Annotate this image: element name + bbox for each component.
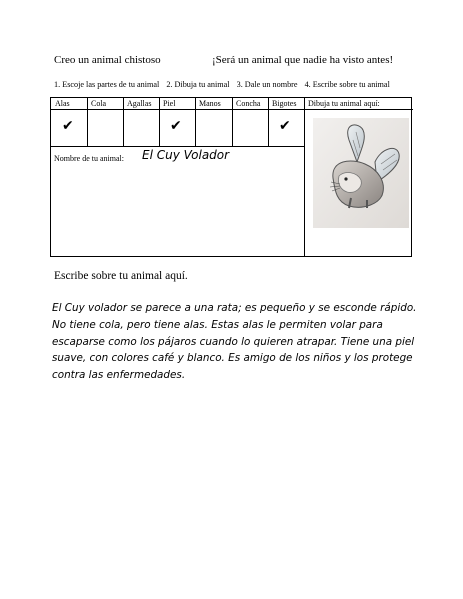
part-label-bigotes: Bigotes bbox=[272, 99, 297, 108]
divider bbox=[87, 98, 88, 146]
face-patch bbox=[338, 173, 361, 193]
part-label-agallas: Agallas bbox=[127, 99, 152, 108]
divider bbox=[51, 109, 413, 110]
step-1: 1. Escoje las partes de tu animal bbox=[54, 80, 160, 89]
story-label: Escribe sobre tu animal aquí. bbox=[54, 270, 188, 282]
divider bbox=[159, 98, 160, 146]
divider bbox=[123, 98, 124, 146]
worksheet-table bbox=[50, 97, 412, 257]
part-label-cola: Cola bbox=[91, 99, 107, 108]
part-label-alas: Alas bbox=[55, 99, 70, 108]
step-4: 4. Escribe sobre tu animal bbox=[304, 80, 390, 89]
divider bbox=[304, 98, 305, 256]
eye bbox=[344, 177, 347, 180]
name-label: Nombre de tu animal: bbox=[54, 154, 124, 163]
divider bbox=[51, 146, 304, 147]
part-label-manos: Manos bbox=[199, 99, 221, 108]
part-label-concha: Concha bbox=[236, 99, 261, 108]
name-field[interactable]: El Cuy Volador bbox=[142, 148, 230, 162]
worksheet-title: Creo un animal chistoso bbox=[54, 54, 161, 66]
divider bbox=[268, 98, 269, 146]
checkbox-bigotes[interactable]: ✔ bbox=[279, 118, 291, 134]
divider bbox=[232, 98, 233, 146]
drawing-label: Dibuja tu animal aquí: bbox=[308, 99, 380, 108]
part-label-piel: Piel bbox=[163, 99, 176, 108]
animal-drawing bbox=[313, 118, 409, 228]
worksheet-tagline: ¡Será un animal que nadie ha visto antes! bbox=[212, 54, 394, 66]
checkbox-piel[interactable]: ✔ bbox=[170, 118, 182, 134]
step-3: 3. Dale un nombre bbox=[236, 80, 298, 89]
instructions bbox=[54, 80, 395, 89]
step-2: 2. Dibuja tu animal bbox=[166, 80, 230, 89]
checkbox-alas[interactable]: ✔ bbox=[62, 118, 74, 134]
divider bbox=[195, 98, 196, 146]
story-text: El Cuy volador se parece a una rata; es pequeño y se esconde rápido. No tiene cola, pero tiene alas. Estas alas le permiten volar para escaparse como los pájaros cuando lo quieren atrapar. Tiene una piel suave, con colores café y blanco. Es amigo de los niños y los protege contra las enfermedades. bbox=[52, 302, 417, 382]
